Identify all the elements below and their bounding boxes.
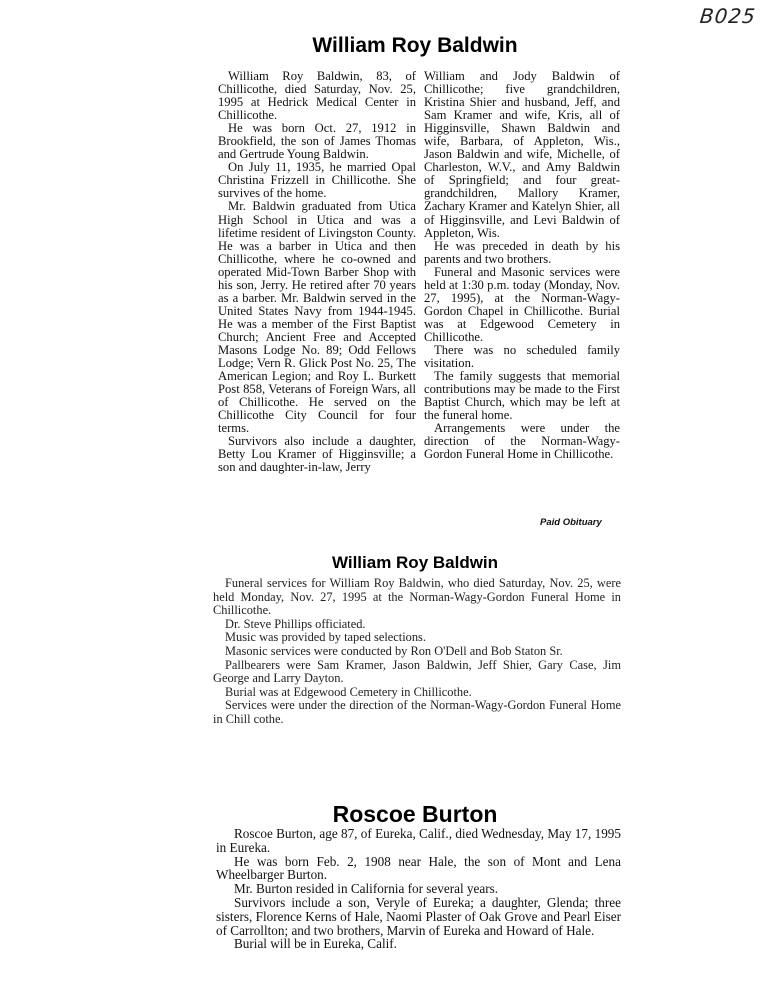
paragraph: Roscoe Burton, age 87, of Eureka, Calif., died Wednesday, May 17, 1995 in Eureka.	[216, 826, 621, 855]
paragraph: Burial will be in Eureka, Calif.	[234, 936, 397, 952]
article-body	[216, 827, 621, 951]
paragraph: Music was provided by taped selections.	[225, 630, 426, 645]
paragraph: He was born Oct. 27, 1912 in Brookfield, the son of James Thomas and Gertrude Young Baldwin.	[218, 121, 416, 162]
paragraph: William Roy Baldwin, 83, of Chillicothe, died Saturday, Nov. 25, 1995 at Hedrick Medical Center in Chillicothe.	[218, 69, 416, 123]
article-title: William Roy Baldwin	[312, 34, 518, 57]
paragraph: He was preceded in death by his parents and two brothers.	[424, 238, 620, 266]
paragraph: Funeral and Masonic services were held at 1:30 p.m. today (Monday, Nov. 27, 1995), at the Norman-Wagy-Gordon Chapel in Chillicothe. Burial was at Edgewood Cemetery in Chillicothe.	[424, 264, 620, 344]
paragraph: The family suggests that memorial contributions may be made to the First Baptist Church, which may be left at the funeral home.	[424, 369, 620, 423]
paragraph: Survivors include a son, Veryle of Eureka; a daughter, Glenda; three sisters, Florence Kerns of Hale, Naomi Plaster of Oak Grove and Pearl Eiser of Carrollton; and two brothers, Marvin of Eureka and Howard of Hale.	[216, 894, 621, 938]
paragraph: Arrangements were under the direction of the Norman-Wagy-Gordon Funeral Home in Chillicothe.	[424, 421, 620, 462]
paragraph: There was no scheduled family visitation.	[424, 342, 620, 371]
right-column	[424, 70, 620, 461]
paragraph: Pallbearers were Sam Kramer, Jason Baldwin, Jeff Shier, Gary Case, Jim George and Larry Dayton.	[213, 657, 621, 686]
paragraph: On July 11, 1935, he married Opal Christina Frizzell in Chillicothe. She survives of the home.	[218, 160, 416, 201]
paid-obituary-label: Paid Obituary	[540, 517, 602, 528]
article-title: William Roy Baldwin	[331, 553, 499, 572]
left-column	[218, 70, 416, 474]
handwritten-reference-code: B025	[698, 4, 758, 28]
article-body	[213, 577, 621, 727]
paragraph: Burial was at Edgewood Cemetery in Chillicothe.	[225, 684, 472, 699]
paragraph: Funeral services for William Roy Baldwin, who died Saturday, Nov. 25, were held Monday, Nov. 27, 1995 at the Norman-Wagy-Gordon Funeral Home in Chillicothe.	[213, 576, 621, 618]
paragraph: Mr. Burton resided in California for several years.	[234, 881, 499, 897]
paragraph: Mr. Baldwin graduated from Utica High School in Utica and was a lifetime resident of Livingston County. He was a barber in Utica and then Chillicothe, where he co-owned and operated Mid-Town Barber Shop with his son, Jerry. He retired after 70 years as a barber. Mr. Baldwin served in the United States Navy from 1944-1945. He was a member of the First Baptist Church; Ancient Free and Accepted Masons Lodge No. 89; Odd Fellows Lodge; Vern R. Glick Post No. 25, The American Legion; and Roy L. Burkett Post 858, Veterans of Foreign Wars, all of Chillicothe. He served on the Chillicothe City Council for four terms.	[218, 199, 416, 436]
paragraph: He was born Feb. 2, 1908 near Hale, the son of Mont and Lena Wheelbarger Burton.	[216, 853, 621, 883]
paragraph: Dr. Steve Phillips officiated.	[225, 616, 366, 631]
paragraph-continued: William and Jody Baldwin of Chillicothe; five grandchildren, Kristina Shier and husband, Jeff, and Sam Kramer and wife, Kris, all of Higginsville, Shawn Baldwin and wife, Barbara, of Appleton, Wis., Jason Baldwin and wife, Michelle, of Charleston, W.V., and Amy Baldwin of Springfield; and four great-grandchildren, Mallory Kramer, Zachary Kramer and Katelyn Shier, all of Higginsville, and Levi Baldwin of Appleton, Wis.	[424, 69, 620, 240]
paragraph: Survivors also include a daughter, Betty Lou Kramer of Higginsville; a son and daughter-in-law, Jerry	[218, 434, 416, 475]
paragraph: Masonic services were conducted by Ron O'Dell and Bob Staton Sr.	[225, 643, 563, 658]
article-title: Roscoe Burton	[332, 801, 498, 827]
paragraph: Services were under the direction of the Norman-Wagy-Gordon Funeral Home in Chill cothe.	[213, 698, 621, 726]
